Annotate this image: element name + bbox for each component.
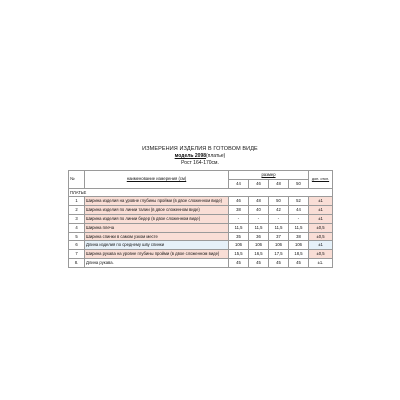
size-value: 40 (249, 206, 269, 215)
measurement-name: Ширина изделия по линии талии (в двое сложенном виде) (85, 206, 229, 215)
measurement-rows (69, 197, 333, 267)
size-value: - (289, 214, 309, 223)
tolerance-value: ±1. (309, 258, 333, 267)
size-header-cell: 48 (269, 179, 289, 188)
table-row (69, 197, 333, 206)
header-number: № (69, 171, 85, 189)
size-value: 16,5 (249, 250, 269, 259)
size-value: 48 (249, 197, 269, 206)
row-number: 4 (69, 223, 85, 232)
size-value: 17,5 (269, 250, 289, 259)
tolerance-value: ±1 (309, 197, 333, 206)
row-number: 7 (69, 250, 85, 259)
tolerance-value: ±1 (309, 214, 333, 223)
size-header-cell: 46 (249, 179, 269, 188)
section-title: ПЛАТЬЕ (69, 188, 333, 197)
tolerance-value: ±0,5 (309, 232, 333, 241)
size-value: 37 (269, 232, 289, 241)
section-row (69, 188, 333, 197)
size-value: 11,5 (269, 223, 289, 232)
size-value: 106 (269, 241, 289, 250)
size-value: - (229, 214, 249, 223)
tolerance-value: ±0,5 (309, 223, 333, 232)
row-number: 3 (69, 214, 85, 223)
table-header-row (69, 171, 333, 180)
table-row (69, 250, 333, 259)
row-number: 6 (69, 241, 85, 250)
size-value: 106 (249, 241, 269, 250)
size-value: 35 (229, 232, 249, 241)
size-value: 45 (229, 258, 249, 267)
size-value: 42 (269, 206, 289, 215)
measurement-name: Длина изделия по среднему шву спинки (85, 241, 229, 250)
row-number: 5 (69, 232, 85, 241)
size-value: 45 (249, 258, 269, 267)
tolerance-value: ±1 (309, 206, 333, 215)
size-header-cell: 50 (289, 179, 309, 188)
table-row (69, 223, 333, 232)
row-number: 2 (69, 206, 85, 215)
row-number: 1 (69, 197, 85, 206)
size-value: 50 (269, 197, 289, 206)
size-value: 45 (289, 258, 309, 267)
size-value: 52 (289, 197, 309, 206)
table-row (69, 258, 333, 267)
size-value: 15,5 (229, 250, 249, 259)
header-size: размер (229, 171, 309, 180)
measurement-name: Ширина плеча (85, 223, 229, 232)
size-value: 36 (249, 232, 269, 241)
model-line (0, 153, 400, 160)
measurements-table (68, 170, 333, 268)
size-value: - (269, 214, 289, 223)
size-value: 45 (269, 258, 289, 267)
size-value: 46 (229, 197, 249, 206)
measurement-name: Длина рукава. (85, 258, 229, 267)
size-header-cell: 44 (229, 179, 249, 188)
height-range: Рост 164-170см. (181, 160, 219, 166)
table-row (69, 214, 333, 223)
table-row (69, 206, 333, 215)
header-tolerance: доп. откл. (309, 171, 333, 189)
size-value: 106 (289, 241, 309, 250)
table-row (69, 241, 333, 250)
measurement-name: Ширина изделия по линии бедер (в двое сложенном виде) (85, 214, 229, 223)
size-value: 44 (289, 206, 309, 215)
size-value: 11,5 (229, 223, 249, 232)
tolerance-value: ±0,5 (309, 250, 333, 259)
model-suffix: (платье) (206, 153, 226, 159)
row-number: 8. (69, 258, 85, 267)
measurement-name: Ширина спинки в самом узком месте (85, 232, 229, 241)
size-value: 106 (229, 241, 249, 250)
size-value: 38 (289, 232, 309, 241)
document-heading (0, 146, 400, 167)
table-row (69, 232, 333, 241)
size-value: 38 (229, 206, 249, 215)
document-title: ИЗМЕРЕНИЯ ИЗДЕЛИЯ В ГОТОВОМ ВИДЕ (142, 146, 258, 152)
size-value: - (249, 214, 269, 223)
size-value: 11,5 (249, 223, 269, 232)
measurement-name: Ширина рукава на уровне глубины пройми (в двое сложенном виде) (85, 250, 229, 259)
header-name: наименование измерения (см) (85, 171, 229, 189)
measurement-name: Ширина изделия на уровне глубины пройми (в двое сложенном виде) (85, 197, 229, 206)
tolerance-value: ±1 (309, 241, 333, 250)
model-label: модель 2098 (174, 153, 207, 159)
size-value: 18,5 (289, 250, 309, 259)
size-value: 11,5 (289, 223, 309, 232)
